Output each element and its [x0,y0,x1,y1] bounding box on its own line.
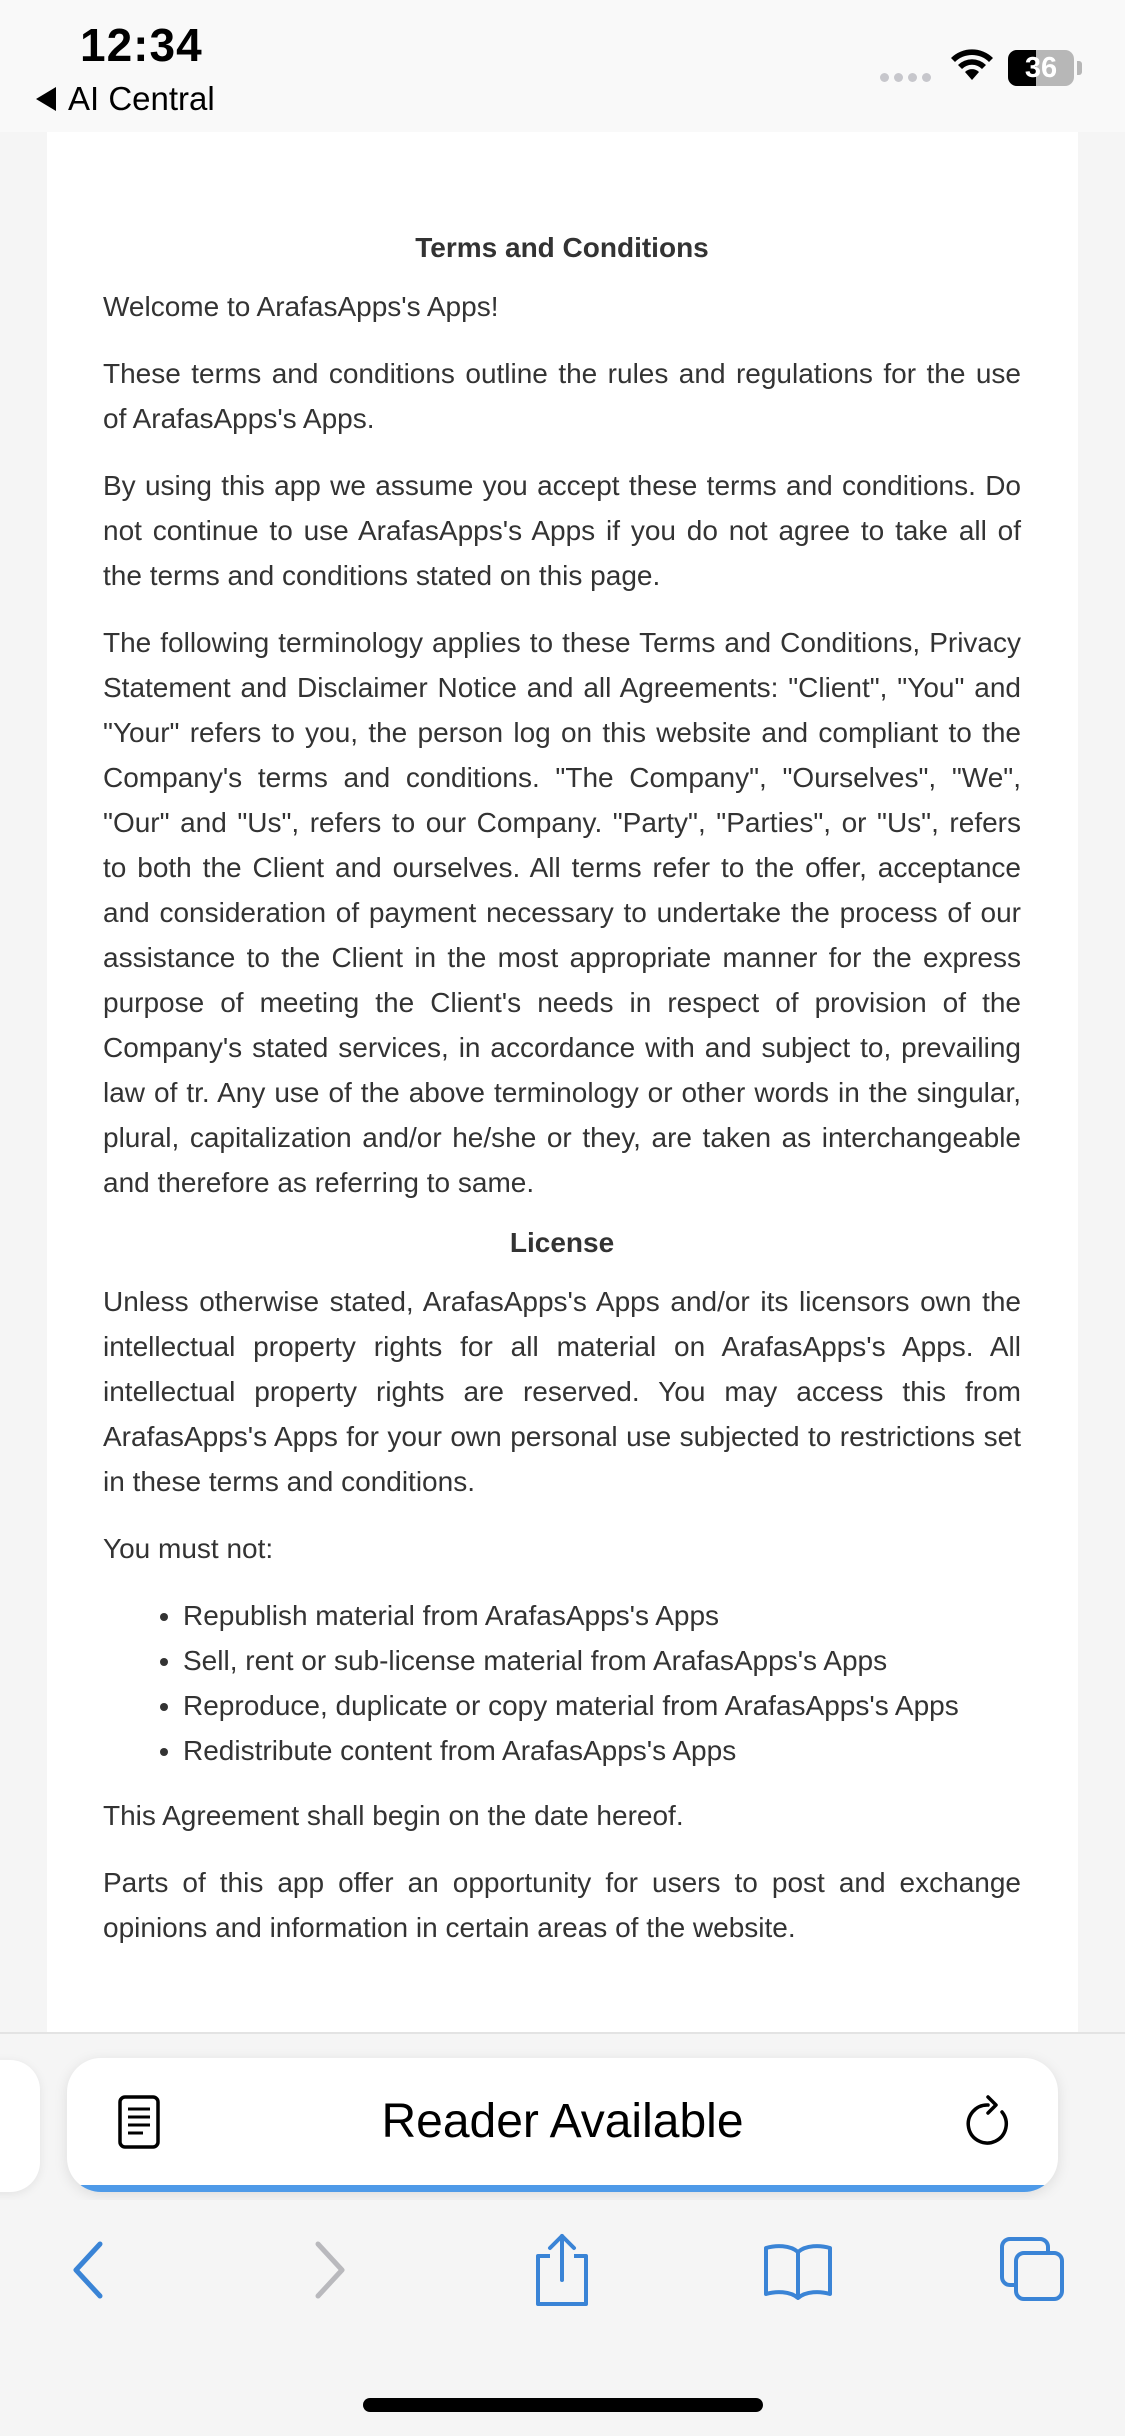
page-title: Terms and Conditions [415,232,709,263]
toolbar-divider [0,2032,1125,2034]
list-item: • Redistribute content from ArafasApps's Apps [183,1728,1021,1773]
acceptance-paragraph: By using this app we assume you accept these terms and conditions. Do not continue to use ArafasApps's Apps if you do not agree to take all of the terms and conditions stated on this page. [103,470,1021,591]
battery-icon [1008,50,1074,86]
restrictions-list [103,1593,1021,1773]
tabs-button[interactable] [997,2234,1069,2306]
intro-paragraph: These terms and conditions outline the rules and regulations for the use of ArafasApps's Apps. [103,358,1021,434]
share-icon [530,2232,594,2308]
share-button[interactable] [526,2234,598,2306]
terminology-paragraph: The following terminology applies to these Terms and Conditions, Privacy Statement and Disclaimer Notice and all Agreements: "Client", "You" and "Your" refers to you, the person log on this website and compliant to the Company's terms and conditions. "The Company", "Ourselves", "We", "Our" and "Us", refers to our Company. "Party", "Parties", or "Us", refers to both the Client and ourselves. All terms refer to the offer, acceptance and consideration of payment necessary to undertake the process of our assistance to the Client in the most appropriate manner for the express purpose of meeting the Client's needs in respect of provision of the Company's stated services, in accordance with and subject to, prevailing law of tr. Any use of the above terminology or other words in the singular, plural, capitalization and/or he/she or they, are taken as interchangeable and therefore as referring to same. [103,627,1021,1198]
back-to-app-link[interactable] [36,80,215,118]
battery-level: 36 [1024,52,1058,84]
address-bar[interactable] [67,2058,1058,2192]
welcome-paragraph: Welcome to ArafasApps's Apps! [103,291,499,322]
wifi-icon [950,48,994,82]
agreement-paragraph: This Agreement shall begin on the date hereof. [103,1800,684,1831]
list-item: • Republish material from ArafasApps's Apps [183,1593,1021,1638]
comments-paragraph: Parts of this app offer an opportunity for users to post and exchange opinions and information in certain areas of the website. [103,1867,1021,1943]
clock: 12:34 [80,19,203,71]
chevron-left-icon [68,2240,108,2300]
status-bar [0,0,1125,132]
forward-button[interactable] [294,2234,366,2306]
reload-icon[interactable] [962,2094,1014,2150]
page-load-progress [67,2185,1058,2192]
list-item: • Reproduce, duplicate or copy material from ArafasApps's Apps [183,1683,1021,1728]
tabs-icon [998,2235,1068,2305]
web-page[interactable] [47,132,1078,2032]
home-indicator[interactable] [363,2398,763,2412]
back-triangle-icon [36,87,56,111]
license-paragraph: Unless otherwise stated, ArafasApps's Apps and/or its licensors own the intellectual property rights for all material on ArafasApps's Apps. All intellectual property rights are reserved. You may access this from ArafasApps's Apps for your own personal use subjected to restrictions set in these terms and conditions. [103,1286,1021,1497]
book-icon [762,2240,834,2300]
back-button[interactable] [52,2234,124,2306]
previous-tab-card[interactable] [0,2060,40,2192]
reader-available-label[interactable]: Reader Available [381,2095,744,2148]
bookmarks-button[interactable] [762,2234,834,2306]
cellular-signal-icon [880,73,931,82]
terms-document [103,232,1021,1972]
back-app-label: AI Central [68,80,215,117]
license-heading: License [509,1227,615,1258]
must-not-paragraph: You must not: [103,1533,274,1564]
battery-tip [1077,61,1082,75]
chevron-right-icon [310,2240,350,2300]
list-item: • Sell, rent or sub-license material from ArafasApps's Apps [183,1638,1021,1683]
